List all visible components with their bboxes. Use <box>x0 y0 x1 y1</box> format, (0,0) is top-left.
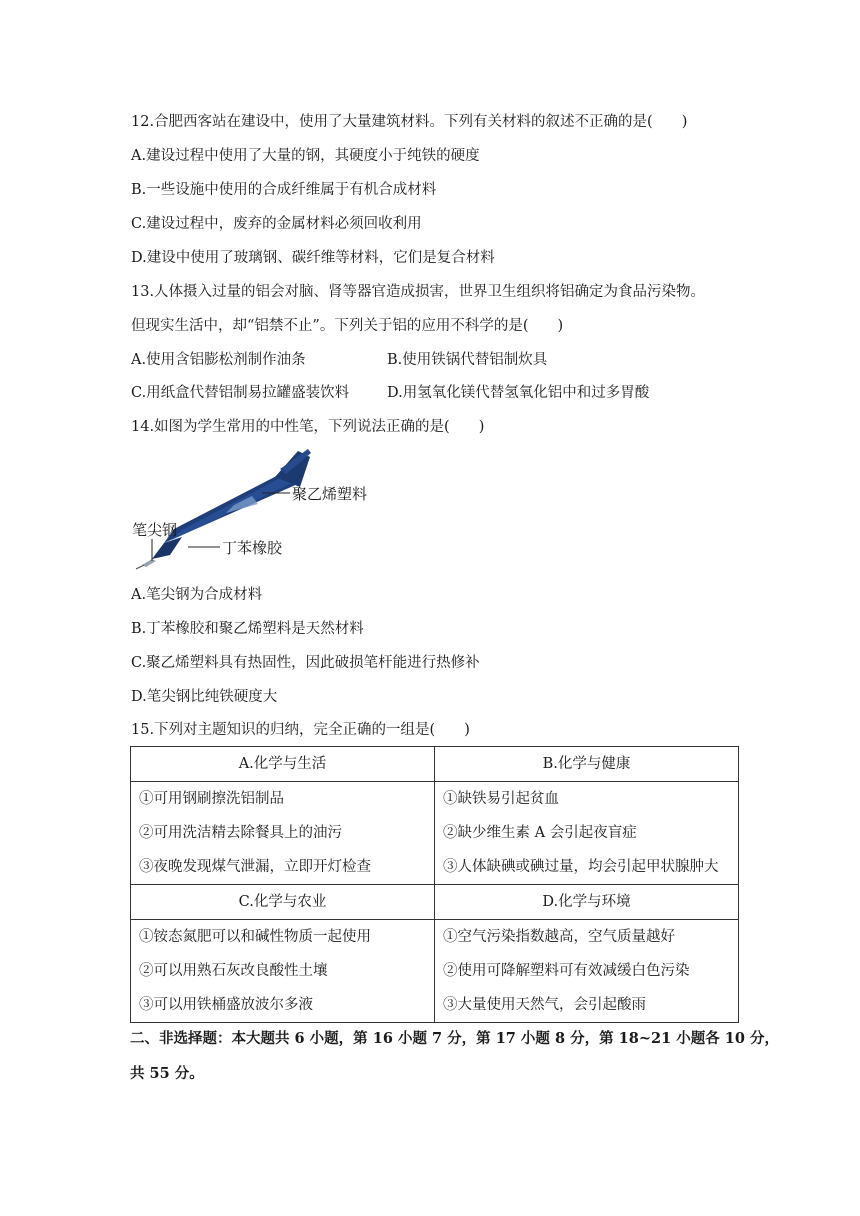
q13-option-d: D.用氢氧化镁代替氢氧化铝中和过多胃酸 <box>387 385 650 401</box>
q15-knowledge-table <box>130 746 739 1023</box>
group-d-item: ①空气污染指数越高，空气质量越好 <box>443 929 675 945</box>
label-rubber: 丁苯橡胶 <box>222 539 283 557</box>
group-c-title: C.化学与农业 <box>131 885 435 920</box>
q14-option-b: B.丁苯橡胶和聚乙烯塑料是天然材料 <box>131 621 364 637</box>
group-b-item: ①缺铁易引起贫血 <box>443 791 559 807</box>
q14-option-a: A.笔尖钢为合成材料 <box>131 587 263 603</box>
q13-option-b: B.使用铁锅代替铝制炊具 <box>387 352 548 368</box>
q14-option-c: C.聚乙烯塑料具有热固性，因此破损笔杆能进行热修补 <box>131 655 480 671</box>
q12-option-b: B.一些设施中使用的合成纤维属于有机合成材料 <box>131 182 437 198</box>
group-c-item: ③可以用铁桶盛放波尔多液 <box>139 997 313 1013</box>
section2-heading-line1: 二、非选择题：本大题共 6 小题，第 16 小题 7 分，第 17 小题 8 分，第 18~21 小题各 10 分， <box>130 1030 779 1047</box>
label-plastic: 聚乙烯塑料 <box>292 485 368 503</box>
label-tip-steel: 笔尖钢 <box>132 521 178 539</box>
pen-figure <box>130 447 380 575</box>
q13-option-c: C.用纸盒代替铝制易拉罐盛装饮料 <box>131 385 350 401</box>
group-d-item: ③大量使用天然气，会引起酸雨 <box>443 997 646 1013</box>
group-c-item: ①铵态氮肥可以和碱性物质一起使用 <box>139 929 371 945</box>
group-a-items <box>131 782 435 885</box>
q12-option-c: C.建设过程中，废弃的金属材料必须回收利用 <box>131 216 422 232</box>
section2-heading-line2: 共 55 分。 <box>130 1065 204 1082</box>
q15-stem: 15.下列对主题知识的归纳，完全正确的一组是( ) <box>131 722 470 738</box>
group-d-items <box>435 920 739 1023</box>
q13-stem-line2: 但现实生活中，却“铝禁不止”。下列关于铝的应用不科学的是( ) <box>131 318 564 334</box>
q14-stem: 14.如图为学生常用的中性笔，下列说法正确的是( ) <box>131 419 485 435</box>
group-a-item: ②可用洗洁精去除餐具上的油污 <box>139 825 342 841</box>
group-a-item: ①可用钢刷擦洗铝制品 <box>139 791 284 807</box>
group-a-item: ③夜晚发现煤气泄漏，立即开灯检查 <box>139 859 371 875</box>
group-b-item: ③人体缺碘或碘过量，均会引起甲状腺肿大 <box>443 859 719 875</box>
q12-option-d: D.建设中使用了玻璃钢、碳纤维等材料，它们是复合材料 <box>131 250 495 266</box>
group-c-items <box>131 920 435 1023</box>
group-b-items <box>435 782 739 885</box>
group-b-title: B.化学与健康 <box>435 747 739 782</box>
q12-option-a: A.建设过程中使用了大量的钢，其硬度小于纯铁的硬度 <box>131 148 480 164</box>
q14-option-d: D.笔尖钢比纯铁硬度大 <box>131 689 278 705</box>
group-c-item: ②可以用熟石灰改良酸性土壤 <box>139 963 328 979</box>
q12-stem: 12.合肥西客站在建设中，使用了大量建筑材料。下列有关材料的叙述不正确的是( ) <box>131 114 688 130</box>
group-d-item: ②使用可降解塑料可有效减缓白色污染 <box>443 963 690 979</box>
group-a-title: A.化学与生活 <box>131 747 435 782</box>
q13-option-a: A.使用含铝膨松剂制作油条 <box>131 352 306 368</box>
q13-stem-line1: 13.人体摄入过量的铝会对脑、肾等器官造成损害，世界卫生组织将铝确定为食品污染物。 <box>131 284 706 300</box>
group-b-item: ②缺少维生素 A 会引起夜盲症 <box>443 825 637 841</box>
group-d-title: D.化学与环境 <box>435 885 739 920</box>
